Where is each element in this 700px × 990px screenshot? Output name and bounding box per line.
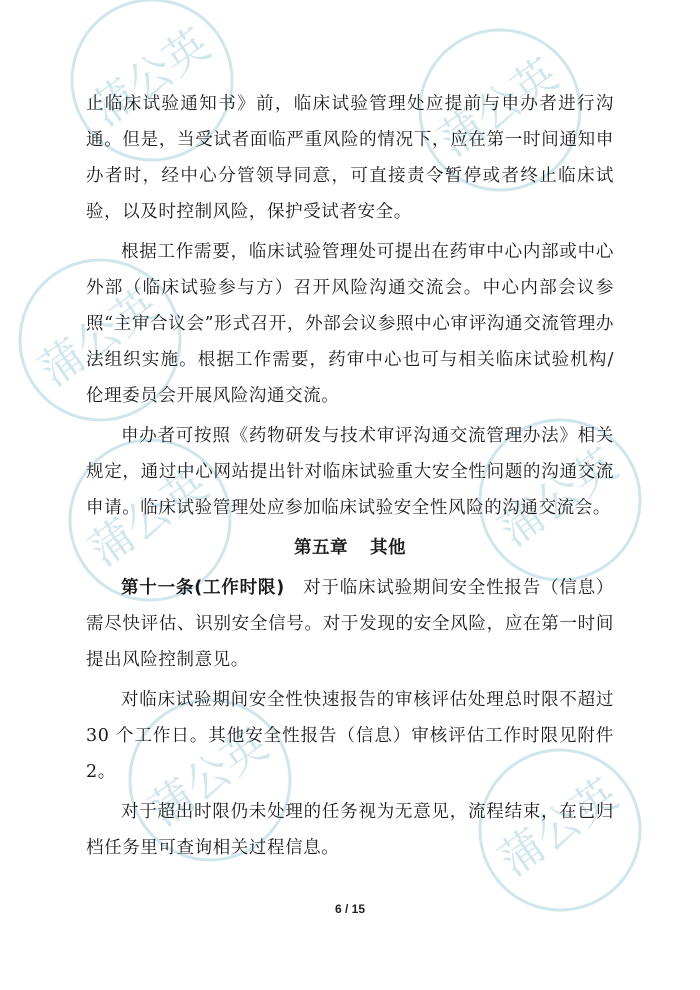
watermark-text: 蒲公英: [29, 279, 168, 397]
article-title: 第十一条(工作时限): [121, 578, 285, 598]
paragraph-sponsor-request: 申办者可按照《药物研发与技术审评沟通交流管理办法》相关规定，通过中心网站提出针对临床试验重大安全性问题的沟通交流申请。临床试验管理处应参加临床试验安全性风险的沟通交流会。: [86, 426, 614, 518]
paragraph-overdue: 对于超出时限仍未处理的任务视为无意见，流程结束，在已归档任务里可查询相关过程信息。: [86, 802, 614, 858]
watermark-text: 蒲公英: [139, 719, 278, 837]
watermark-text: 蒲公英: [489, 439, 628, 557]
chapter-number: 第五章: [294, 538, 348, 558]
watermark-text: 蒲公英: [79, 459, 218, 577]
watermark-text: 蒲公英: [489, 769, 628, 887]
watermark-text: 蒲公英: [81, 19, 220, 137]
paragraph-continuation: 止临床试验通知书》前，临床试验管理处应提前与申办者进行沟通。但是，当受试者面临严重风险的情况下，应在第一时间通知申办者时，经中心分管领导同意，可直接责令暂停或者终止临床试验，以及时控制风险，保护受试者安全。: [86, 94, 614, 222]
watermark-text: 蒲公英: [429, 49, 568, 167]
page-number: 6 / 15: [334, 902, 366, 916]
chapter-title: 其他: [370, 538, 406, 558]
article-text: 对于临床试验期间安全性报告（信息）需尽快评估、识别安全信号。对于发现的安全风险，应在第一时间提出风险控制意见。: [86, 578, 614, 670]
paragraph-risk-meeting: 根据工作需要，临床试验管理处可提出在药审中心内部或中心外部（临床试验参与方）召开风险沟通交流会。中心内部会议参照“主审合议会”形式召开，外部会议参照中心审评沟通交流管理办法组织实施。根据工作需要，药审中心也可与相关临床试验机构/伦理委员会开展风险沟通交流。: [86, 242, 614, 406]
document-body: [86, 86, 614, 870]
chapter-heading: [86, 530, 614, 566]
article-paragraph: [86, 570, 614, 678]
paragraph-time-limit: 对临床试验期间安全性快速报告的审核评估处理总时限不超过 30 个工作日。其他安全性报告（信息）审核评估工作时限见附件 2。: [86, 690, 614, 782]
